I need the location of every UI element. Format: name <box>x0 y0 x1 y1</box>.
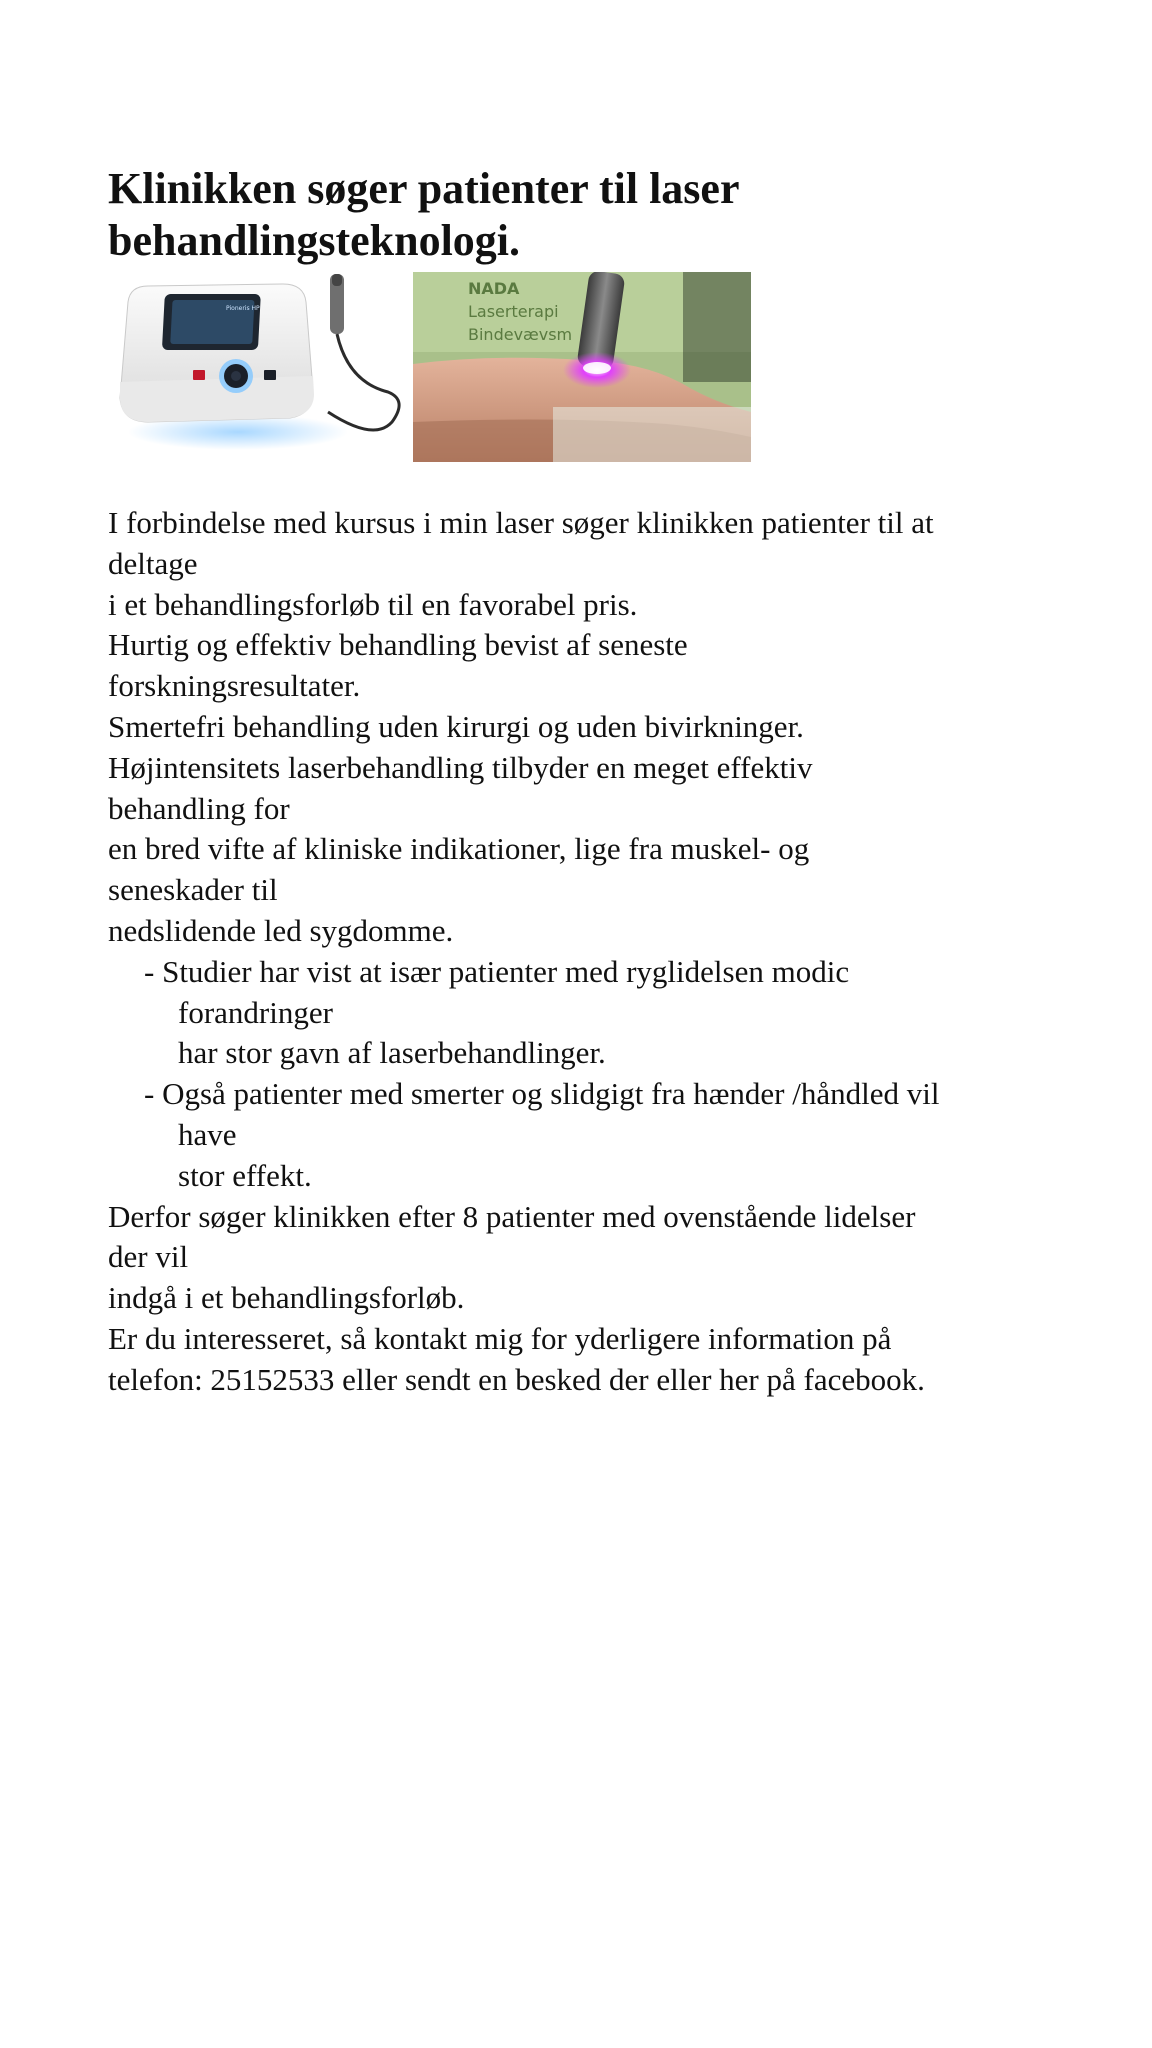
bullet-continuation: stor effekt. <box>178 1157 312 1193</box>
body-line: Højintensitets laserbehandling tilbyder en meget effektiv <box>108 749 813 785</box>
body-line: behandling for <box>108 790 290 826</box>
sign-text-2: Laserterapi <box>468 302 559 321</box>
body-line: nedslidende led sygdomme. <box>108 912 454 948</box>
closing-line: Derfor søger klinikken efter 8 patienter med ovenstående lidelser <box>108 1198 916 1234</box>
body-text <box>108 503 1068 1401</box>
sign-text-1: NADA <box>468 279 520 298</box>
closing-line: indgå i et behandlingsforløb. <box>108 1280 465 1316</box>
bullet-continuation: har stor gavn af laserbehandlinger. <box>178 1035 606 1071</box>
closing-line: der vil <box>108 1239 189 1275</box>
body-line: i et behandlingsforløb til en favorabel pris. <box>108 586 638 622</box>
title-line-2: behandlingsteknologi. <box>108 216 521 265</box>
title-line-1: Klinikken søger patienter til laser <box>108 164 740 213</box>
body-line: deltage <box>108 545 198 581</box>
body-line: seneskader til <box>108 872 278 908</box>
contact-line: telefon: 25152533 eller sendt en besked der eller her på facebook. <box>108 1361 925 1397</box>
sign-text-3: Bindevævsm <box>468 325 573 344</box>
closing-line: Er du interesseret, så kontakt mig for yderligere information på <box>108 1320 892 1356</box>
laser-treatment-photo <box>413 272 751 462</box>
body-line: Smertefri behandling uden kirurgi og uden bivirkninger. <box>108 708 804 744</box>
device-screen-text: Pioneris HP <box>226 305 260 312</box>
body-line: Hurtig og effektiv behandling bevist af seneste <box>108 627 688 663</box>
page-title <box>108 163 808 267</box>
bullet-continuation: forandringer <box>178 994 333 1030</box>
bullet-item: - Også patienter med smerter og slidgigt fra hænder /håndled vil <box>144 1076 940 1112</box>
body-line: en bred vifte af kliniske indikationer, lige fra muskel- og <box>108 831 810 867</box>
body-line: forskningsresultater. <box>108 668 361 704</box>
bullet-continuation: have <box>178 1116 237 1152</box>
bullet-item: - Studier har vist at især patienter med ryglidelsen modic <box>144 953 850 989</box>
body-line: I forbindelse med kursus i min laser søger klinikken patienter til at <box>108 505 934 540</box>
laser-device-image <box>108 272 408 462</box>
